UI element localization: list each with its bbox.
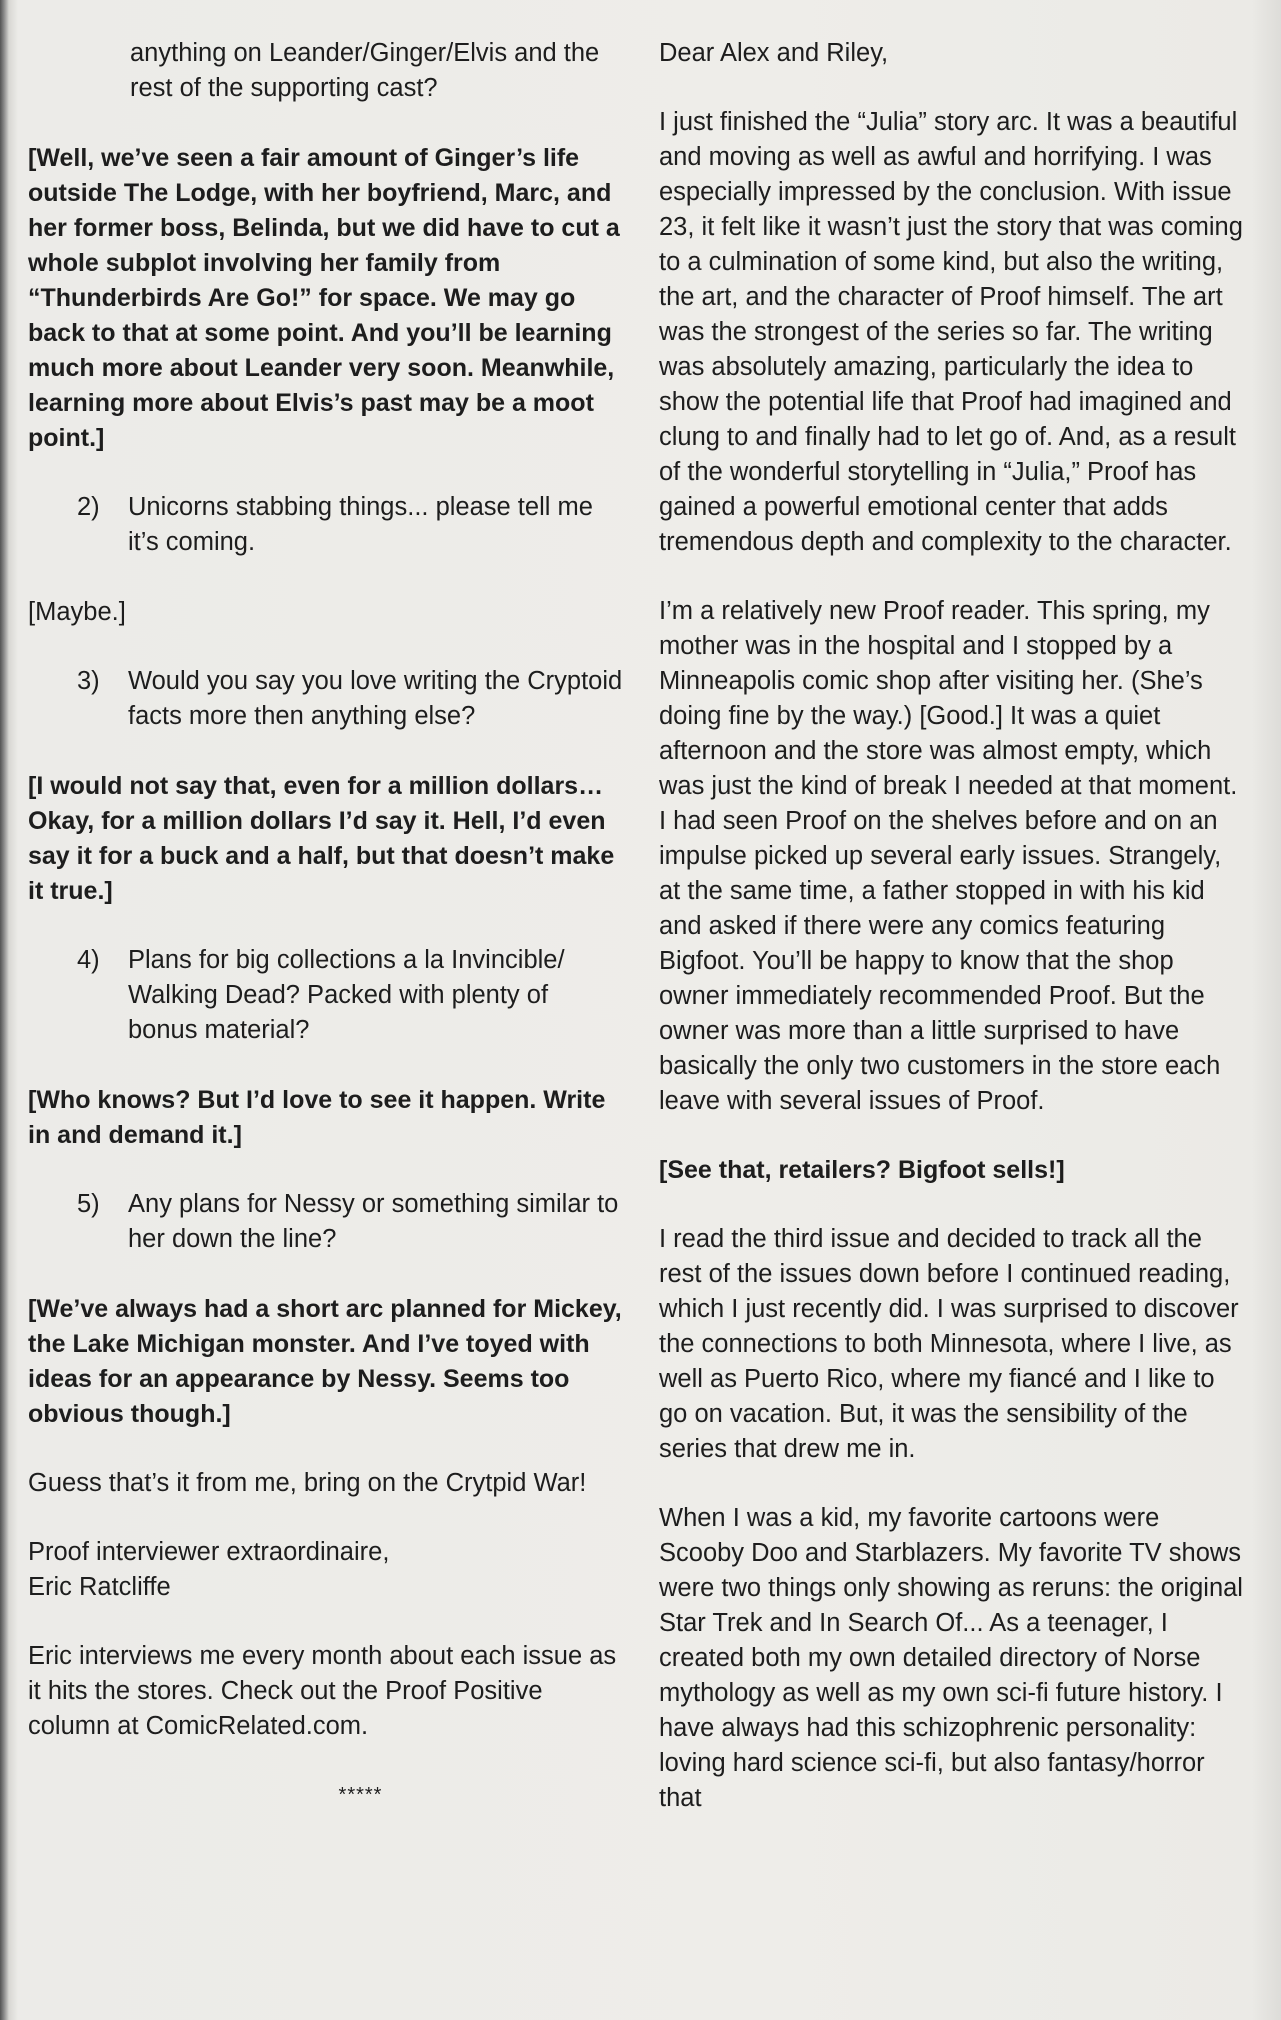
signoff-title: Proof interviewer extraordinaire,	[28, 1538, 390, 1566]
closing-line: Guess that’s it from me, bring on the Crytpid War!	[28, 1469, 587, 1497]
answer-2: [Maybe.]	[28, 598, 126, 626]
editor-note: Eric interviews me every month about each issue as it hits the stores. Check out the Proof Positive column at ComicRelated.com.	[28, 1642, 617, 1740]
editor-answer: [See that, retailers? Bigfoot sells!]	[659, 1156, 1065, 1184]
answer-4: [Who knows? But I’d love to see it happen. Write in and demand it.]	[28, 1086, 606, 1149]
left-column	[28, 36, 623, 1813]
question-text: Unicorns stabbing things... please tell me it’s coming.	[128, 493, 593, 556]
letter-paragraph: I read the third issue and decided to track all the rest of the issues down before I continued reading, which I just recently did. I was surprised to discover the connections to both Minnesota, where I live, as well as Puerto Rico, where my fiancé and I like to go on vacation. But, it was the sensibility of the series that drew me in.	[659, 1225, 1239, 1463]
question-number: 2)	[77, 493, 100, 521]
letter-paragraph: I’m a relatively new Proof reader. This spring, my mother was in the hospital and I stopped by a Minneapolis comic shop after visiting her. (She’s doing fine by the way.) [Good.] It was a quiet afternoon and the store was almost empty, which was just the kind of break I needed at that moment. I had seen Proof on the shelves before and on an impulse picked up several early issues. Strangely, at the same time, a father stopped in with his kid and asked if there were any comics featuring Bigfoot. You’ll be happy to know that the shop owner immediately recommended Proof. But the owner was more than a little surprised to have basically the only two customers in the store each leave with several issues of Proof.	[659, 597, 1238, 1115]
question-number: 5)	[77, 1190, 100, 1218]
question-1-continuation: anything on Leander/Ginger/Elvis and the rest of the supporting cast?	[130, 39, 600, 102]
question-text: Plans for big collections a la Invincible/ Walking Dead? Packed with plenty of bonus material?	[128, 946, 565, 1044]
letter-salutation: Dear Alex and Riley,	[659, 39, 889, 67]
answer-1: [Well, we’ve seen a fair amount of Ginger’s life outside The Lodge, with her boyfriend, Marc, and her former boss, Belinda, but we did have to cut a whole subplot involving her family from “Thunderbirds Are Go!” for space. We may go back to that at some point. And you’ll be learning much more about Leander very soon. Meanwhile, learning more about Elvis’s past may be a moot point.]	[28, 144, 620, 452]
question-2	[77, 490, 623, 560]
signoff-name: Eric Ratcliffe	[28, 1573, 171, 1601]
question-3	[77, 664, 623, 734]
question-number: 3)	[77, 667, 100, 695]
question-text: Would you say you love writing the Cryptoid facts more then anything else?	[128, 667, 623, 730]
question-4	[77, 943, 623, 1048]
question-5	[77, 1187, 623, 1257]
question-number: 4)	[77, 946, 100, 974]
section-separator: *****	[338, 1784, 383, 1806]
right-column	[659, 36, 1249, 1850]
question-text: Any plans for Nessy or something similar to her down the line?	[128, 1190, 619, 1253]
answer-3: [I would not say that, even for a million dollars… Okay, for a million dollars I’d say it. Hell, I’d even say it for a buck and a half, but that doesn’t make it true.]	[28, 772, 615, 905]
answer-5: [We’ve always had a short arc planned for Mickey, the Lake Michigan monster. And I’ve toyed with ideas for an appearance by Nessy. Seems too obvious though.]	[28, 1295, 622, 1428]
letter-paragraph: When I was a kid, my favorite cartoons were Scooby Doo and Starblazers. My favorite TV shows were two things only showing as reruns: the original Star Trek and In Search Of... As a teenager, I created both my own detailed directory of Norse mythology as well as my own sci-fi future history. I have always had this schizophrenic personality: loving hard science sci-fi, but also fantasy/horror that	[659, 1504, 1243, 1812]
letter-paragraph: I just finished the “Julia” story arc. It was a beautiful and moving as well as awful and horrifying. I was especially impressed by the conclusion. With issue 23, it felt like it wasn’t just the story that was coming to a culmination of some kind, but also the writing, the art, and the character of Proof himself. The art was the strongest of the series so far. The writing was absolutely amazing, particularly the idea to show the potential life that Proof had imagined and clung to and finally had to let go of. And, as a result of the wonderful storytelling in “Julia,” Proof has gained a powerful emotional center that adds tremendous depth and complexity to the character.	[659, 108, 1243, 556]
